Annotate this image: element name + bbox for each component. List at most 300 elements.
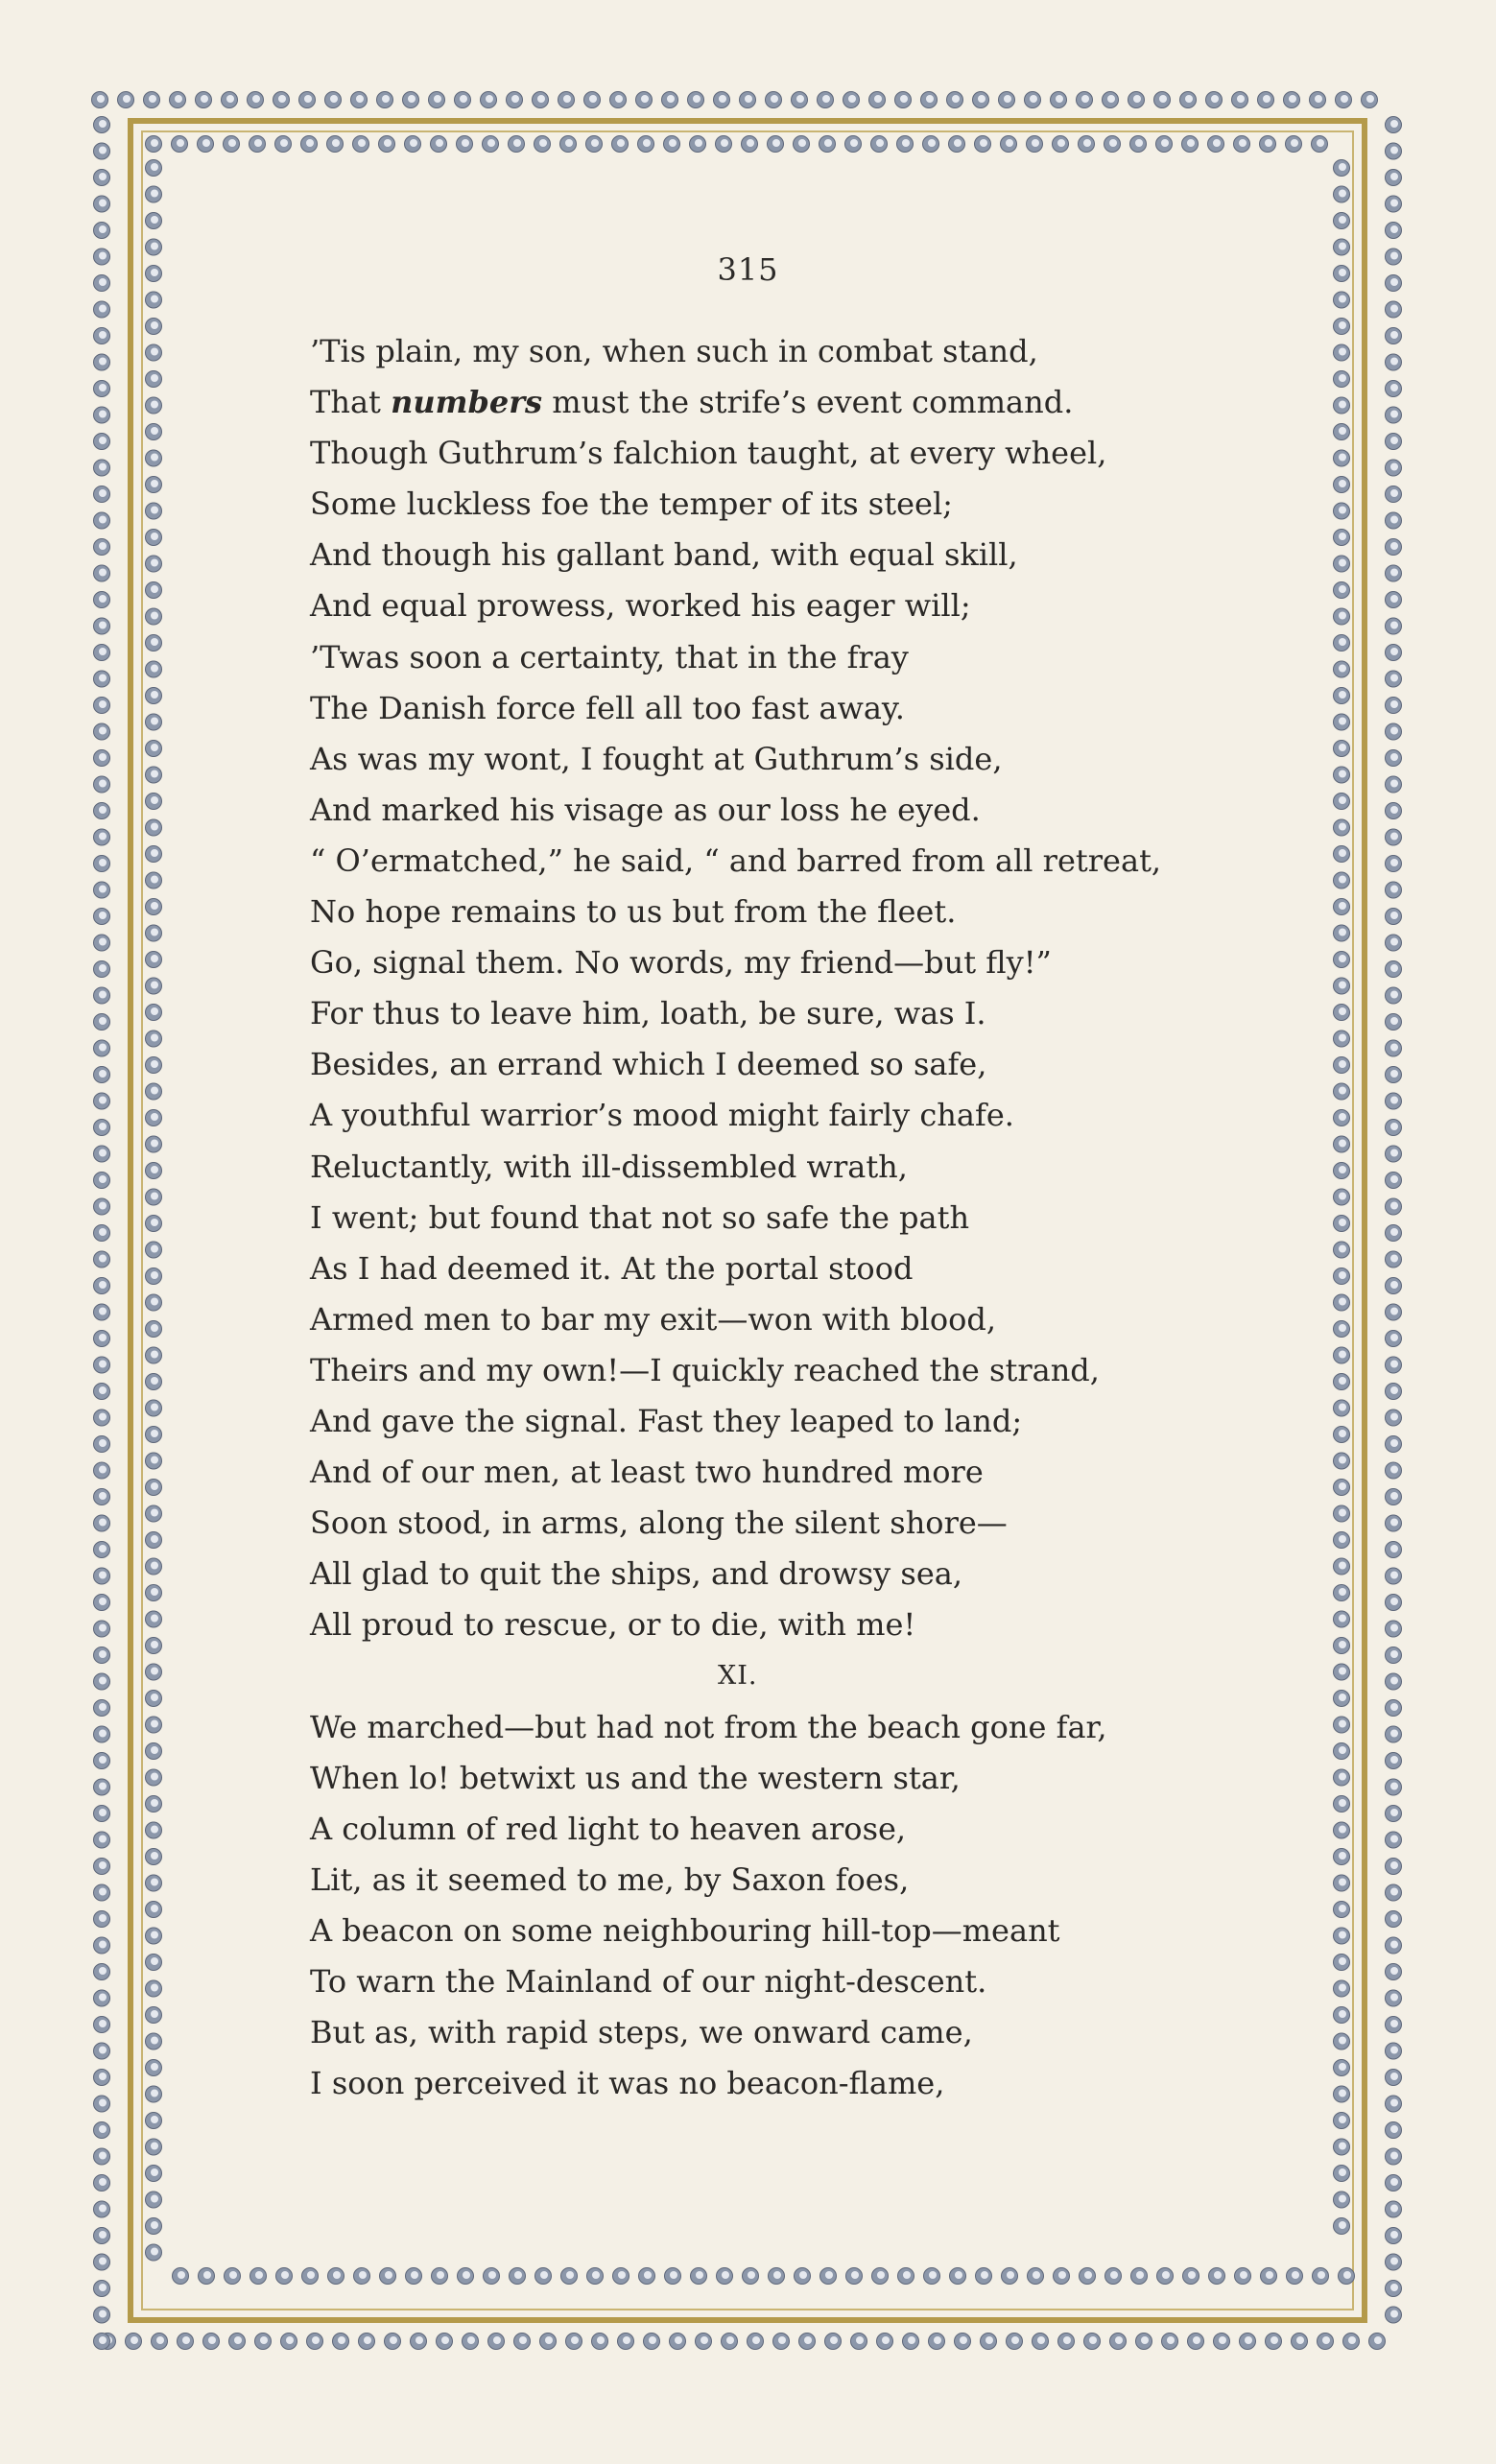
bead-ornament	[1386, 486, 1402, 503]
bead-ornament	[1209, 2268, 1225, 2285]
bead-ornament	[795, 2268, 811, 2285]
bead-ornament	[275, 136, 292, 153]
bead-ornament	[146, 661, 162, 677]
bead-ornament	[999, 92, 1015, 108]
bead-ornament	[1386, 1542, 1402, 1558]
bead-ornament	[94, 1067, 110, 1083]
bead-ornament	[1386, 2201, 1402, 2217]
bead-ornament	[146, 1849, 162, 1865]
poem-line: When lo! betwixt us and the western star,	[310, 1759, 961, 1796]
bead-ornament	[1334, 1321, 1350, 1338]
bead-ornament	[146, 1136, 162, 1152]
bead-ornament	[94, 1595, 110, 1611]
bead-ornament	[146, 794, 162, 810]
bead-ornament	[437, 2334, 453, 2350]
bead-ornament	[354, 2268, 370, 2285]
bead-ornament	[146, 1400, 162, 1416]
poem-line: And though his gallant band, with equal skill,	[310, 536, 1018, 574]
poem-line: Some luckless foe the temper of its steel;	[310, 486, 953, 523]
bead-ornament	[94, 1647, 110, 1664]
bead-ornament	[94, 301, 110, 318]
bead-ornament	[405, 136, 421, 153]
bead-ornament	[1334, 1347, 1350, 1363]
bead-ornament	[1084, 2334, 1101, 2350]
bead-ornament	[533, 92, 549, 108]
bead-ornament	[1206, 92, 1223, 108]
bead-ornament	[301, 136, 318, 153]
bead-ornament	[1027, 136, 1043, 153]
bead-ornament	[1334, 1955, 1350, 1971]
bead-ornament	[1386, 1251, 1402, 1268]
bead-ornament	[146, 741, 162, 757]
bead-ornament	[1386, 1700, 1402, 1717]
bead-ornament	[146, 2139, 162, 2155]
bead-ornament	[146, 556, 162, 572]
bead-ornament	[146, 1928, 162, 1944]
bead-ornament	[94, 1040, 110, 1056]
poem-line: ’Twas soon a certainty, that in the fray	[310, 638, 909, 675]
stanza-number: XI.	[718, 1661, 758, 1692]
bead-ornament	[94, 987, 110, 1004]
bead-ornament	[507, 92, 523, 108]
bead-ornament	[1313, 2268, 1329, 2285]
bead-ornament	[929, 2334, 945, 2350]
bead-ornament	[146, 1321, 162, 1338]
poem-line: A youthful warrior’s mood might fairly chafe.	[310, 1097, 1014, 1134]
bead-ornament	[1386, 1832, 1402, 1848]
bead-ornament	[1386, 223, 1402, 239]
bead-ornament	[1058, 2334, 1075, 2350]
bead-ornament	[1334, 2033, 1350, 2049]
bead-ornament	[94, 1436, 110, 1453]
bead-ornament	[484, 2268, 500, 2285]
bead-ornament	[196, 92, 212, 108]
bead-ornament	[1334, 688, 1350, 704]
bead-ornament	[1334, 477, 1350, 493]
bead-ornament	[146, 582, 162, 599]
bead-ornament	[1334, 1769, 1350, 1786]
bead-ornament	[307, 2334, 323, 2350]
bead-ornament	[1386, 1384, 1402, 1400]
bead-ornament	[146, 1796, 162, 1812]
bead-ornament	[94, 2017, 110, 2033]
bead-ornament	[636, 92, 653, 108]
stanza-before	[310, 326, 1289, 1650]
bead-ornament	[250, 2268, 267, 2285]
bead-ornament	[359, 2334, 375, 2350]
bead-ornament	[535, 2268, 552, 2285]
bead-ornament	[1386, 1990, 1402, 2006]
bead-ornament	[94, 1753, 110, 1769]
bead-ornament	[1182, 136, 1199, 153]
bead-ornament	[1110, 2334, 1127, 2350]
bead-ornament	[94, 1832, 110, 1848]
bead-ornament	[94, 434, 110, 450]
poem-line: And gave the signal. Fast they leaped to land;	[310, 1402, 1023, 1439]
bead-ornament	[146, 1189, 162, 1205]
bead-ornament	[1334, 1480, 1350, 1496]
poem-line: That numbers must the strife’s event command.	[310, 384, 1074, 421]
bead-ornament	[1208, 136, 1224, 153]
bead-ornament	[748, 2334, 764, 2350]
bead-ornament	[1312, 136, 1328, 153]
bead-ornament	[1334, 1638, 1350, 1654]
bead-ornament	[146, 2086, 162, 2102]
poem-line: To warn the Mainland of our night-descent.	[310, 1963, 987, 2000]
bead-ornament	[1386, 909, 1402, 925]
bead-ornament	[1362, 92, 1378, 108]
bead-ornament	[949, 136, 965, 153]
bead-ornament	[1334, 503, 1350, 519]
bead-ornament	[146, 1294, 162, 1311]
poem-line: Though Guthrum’s falchion taught, at every wheel,	[310, 435, 1107, 472]
bead-ornament	[825, 2334, 842, 2350]
bead-ornament	[845, 136, 862, 153]
bead-ornament	[1334, 397, 1350, 414]
bead-ornament	[877, 2334, 893, 2350]
bead-ornament	[1334, 1005, 1350, 1021]
bead-ornament	[146, 1955, 162, 1971]
bead-ornament	[94, 407, 110, 423]
bead-ornament	[1188, 2334, 1204, 2350]
bead-ornament	[94, 1278, 110, 1294]
bead-ornament	[1386, 117, 1402, 133]
bead-ornament	[1386, 2307, 1402, 2323]
bead-ornament	[203, 2334, 220, 2350]
bead-ornament	[794, 136, 810, 153]
bead-ornament	[1318, 2334, 1334, 2350]
bead-ornament	[94, 1120, 110, 1136]
bead-ornament	[1386, 512, 1402, 529]
bead-ornament	[94, 1384, 110, 1400]
bead-ornament	[146, 1374, 162, 1390]
poem-line: “ O’ermatched,” he said, “ and barred from all retreat,	[310, 841, 1162, 879]
bead-ornament	[146, 1031, 162, 1047]
bead-ornament	[566, 2334, 582, 2350]
poem-line: All glad to quit the ships, and drowsy sea,	[310, 1555, 963, 1593]
bead-ornament	[1386, 565, 1402, 581]
bead-ornament	[483, 136, 499, 153]
bead-ornament	[229, 2334, 246, 2350]
bead-ornament	[1080, 2268, 1096, 2285]
poem-line: All proud to rescue, or to die, with me!	[310, 1606, 916, 1644]
bead-ornament	[146, 1057, 162, 1074]
bead-ornament	[1292, 2334, 1308, 2350]
bead-ornament	[1386, 407, 1402, 423]
bead-ornament	[1386, 1014, 1402, 1031]
bead-ornament	[1386, 803, 1402, 819]
poem-line: Reluctantly, with ill-dissembled wrath,	[310, 1148, 908, 1185]
bead-ornament	[1183, 2268, 1199, 2285]
bead-ornament	[1386, 460, 1402, 476]
bead-ornament	[1386, 856, 1402, 872]
bead-ornament	[94, 539, 110, 556]
bead-ornament	[146, 1242, 162, 1258]
bead-ornament	[1386, 328, 1402, 344]
bead-ornament	[302, 2268, 319, 2285]
bead-ornament	[379, 136, 395, 153]
bead-ornament	[1386, 2148, 1402, 2165]
bead-ornament	[146, 213, 162, 229]
bead-ornament	[869, 92, 886, 108]
bead-ornament	[662, 92, 678, 108]
bead-ornament	[94, 1673, 110, 1690]
bead-ornament	[1154, 92, 1171, 108]
bead-ornament	[1334, 1505, 1350, 1522]
bead-ornament	[1232, 92, 1248, 108]
bead-ornament	[947, 92, 963, 108]
bead-ornament	[94, 1859, 110, 1875]
bead-ornament	[411, 2334, 427, 2350]
bead-ornament	[1386, 539, 1402, 556]
emphasized-word: numbers	[391, 384, 543, 421]
bead-ornament	[1386, 1884, 1402, 1901]
bead-ornament	[94, 1990, 110, 2006]
bead-ornament	[146, 450, 162, 466]
bead-ornament	[353, 136, 369, 153]
bead-ornament	[644, 2334, 660, 2350]
bead-ornament	[1386, 935, 1402, 951]
bead-ornament	[1334, 2113, 1350, 2129]
bead-ornament	[587, 2268, 604, 2285]
bead-ornament	[1334, 1902, 1350, 1918]
bead-ornament	[766, 92, 782, 108]
bead-ornament	[1131, 2268, 1148, 2285]
bead-ornament	[146, 186, 162, 202]
bead-ornament	[94, 2307, 110, 2323]
bead-ornament	[1386, 2017, 1402, 2033]
bead-ornament	[1334, 1374, 1350, 1390]
bead-ornament	[792, 92, 808, 108]
bead-ornament	[146, 1005, 162, 1021]
bead-ornament	[1386, 1937, 1402, 1954]
bead-ornament	[403, 92, 419, 108]
bead-ornament	[170, 92, 186, 108]
bead-ornament	[94, 1251, 110, 1268]
bead-ornament	[94, 1937, 110, 1954]
bead-ornament	[1386, 1911, 1402, 1928]
bead-ornament	[1386, 1673, 1402, 1690]
bead-ornament	[509, 136, 525, 153]
bead-ornament	[1334, 1611, 1350, 1627]
bead-ornament	[560, 136, 577, 153]
poem-line: But as, with rapid steps, we onward came,	[310, 2014, 973, 2051]
bead-ornament	[1386, 1146, 1402, 1162]
bead-ornament	[1334, 2192, 1350, 2208]
bead-ornament	[94, 909, 110, 925]
bead-ornament	[1334, 160, 1350, 177]
bead-ornament	[1240, 2334, 1256, 2350]
bead-ornament	[1334, 1136, 1350, 1152]
bead-ornament	[1334, 1875, 1350, 1891]
bead-ornament	[1386, 354, 1402, 370]
bead-ornament	[94, 1014, 110, 1031]
poem-line: Armed men to bar my exit—won with blood,	[310, 1300, 997, 1338]
bead-ornament	[1386, 1093, 1402, 1109]
bead-ornament	[1334, 1796, 1350, 1812]
bead-ornament	[146, 1083, 162, 1100]
bead-ornament	[281, 2334, 297, 2350]
bead-ornament	[1386, 1410, 1402, 1426]
bead-ornament	[1334, 978, 1350, 994]
bead-ornament	[1386, 1173, 1402, 1189]
bead-ornament	[716, 136, 732, 153]
bead-ornament	[1386, 1198, 1402, 1215]
bead-ornament	[94, 196, 110, 212]
bead-ornament	[1386, 882, 1402, 898]
bead-ornament	[1334, 371, 1350, 388]
bead-ornament	[1051, 92, 1067, 108]
bead-ornament	[94, 2281, 110, 2297]
bead-ornament	[118, 92, 134, 108]
bead-ornament	[1334, 1189, 1350, 1205]
bead-ornament	[584, 92, 601, 108]
bead-ornament	[94, 2148, 110, 2165]
poem-line: Go, signal them. No words, my friend—but fly!”	[310, 944, 1052, 982]
bead-ornament	[94, 2254, 110, 2270]
bead-ornament	[664, 136, 680, 153]
bead-ornament	[1386, 196, 1402, 212]
bead-ornament	[406, 2268, 422, 2285]
bead-ornament	[871, 136, 888, 153]
bead-ornament	[94, 1331, 110, 1347]
bead-ornament	[94, 698, 110, 714]
bead-ornament	[1334, 213, 1350, 229]
bead-ornament	[1386, 2096, 1402, 2112]
bead-ornament	[1105, 2268, 1122, 2285]
bead-ornament	[1386, 829, 1402, 845]
bead-ornament	[224, 136, 240, 153]
bead-ornament	[558, 92, 575, 108]
bead-ornament	[146, 1347, 162, 1363]
bead-ornament	[94, 750, 110, 767]
bead-ornament	[351, 92, 368, 108]
bead-ornament	[146, 2244, 162, 2261]
bead-ornament	[895, 92, 912, 108]
bead-ornament	[1334, 1928, 1350, 1944]
bead-ornament	[722, 2334, 738, 2350]
poem-line: And equal prowess, worked his eager will;	[310, 587, 971, 625]
bead-ornament	[146, 2033, 162, 2049]
bead-ornament	[146, 2007, 162, 2024]
bead-ornament	[1334, 608, 1350, 625]
bead-ornament	[1002, 2268, 1018, 2285]
poem-line: A column of red light to heaven arose,	[310, 1810, 907, 1847]
bead-ornament	[1258, 92, 1274, 108]
bead-ornament	[1386, 1515, 1402, 1531]
bead-ornament	[1334, 530, 1350, 546]
bead-ornament	[514, 2334, 531, 2350]
bead-ornament	[1334, 767, 1350, 783]
bead-ornament	[225, 2268, 241, 2285]
bead-ornament	[1053, 136, 1069, 153]
bead-ornament	[1386, 2254, 1402, 2270]
bead-ornament	[1386, 1859, 1402, 1875]
poem-line: We marched—but had not from the beach gone far,	[310, 1708, 1107, 1745]
bead-ornament	[94, 1700, 110, 1717]
bead-ornament	[94, 856, 110, 872]
bead-ornament	[950, 2268, 966, 2285]
bead-ornament	[146, 477, 162, 493]
bead-ornament	[199, 2268, 215, 2285]
bead-ornament	[146, 1822, 162, 1838]
bead-ornament	[1310, 92, 1326, 108]
bead-ornament	[1386, 1304, 1402, 1320]
bead-ornament	[740, 92, 756, 108]
bead-ornament	[1334, 794, 1350, 810]
bead-ornament	[1386, 1120, 1402, 1136]
bead-ornament	[255, 2334, 272, 2350]
bead-ornament	[94, 1515, 110, 1531]
bead-ornament	[769, 2268, 785, 2285]
bead-ornament	[429, 92, 445, 108]
bead-ornament	[1386, 1067, 1402, 1083]
bead-ornament	[249, 136, 266, 153]
bead-ornament	[1386, 170, 1402, 186]
bead-ornament	[1334, 661, 1350, 677]
bead-ornament	[94, 170, 110, 186]
bead-ornament	[172, 136, 188, 153]
bead-ornament	[1386, 2122, 1402, 2139]
bead-ornament	[146, 899, 162, 915]
bead-ornament	[276, 2268, 293, 2285]
bead-ornament	[1054, 2268, 1070, 2285]
bead-ornament	[1334, 1453, 1350, 1469]
bead-ornament	[94, 1410, 110, 1426]
bead-ornament	[146, 1717, 162, 1733]
bead-ornament	[1007, 2334, 1023, 2350]
bead-ornament	[146, 1638, 162, 1654]
bead-ornament	[431, 136, 447, 153]
bead-ornament	[173, 2268, 189, 2285]
bead-ornament	[1334, 2060, 1350, 2076]
bead-ornament	[1334, 741, 1350, 757]
bead-ornament	[455, 92, 471, 108]
bead-ornament	[146, 2218, 162, 2235]
bead-ornament	[586, 136, 603, 153]
bead-ornament	[1386, 1278, 1402, 1294]
bead-ornament	[1386, 1040, 1402, 1056]
bead-ornament	[299, 92, 316, 108]
bead-ornament	[955, 2334, 971, 2350]
bead-ornament	[94, 2334, 110, 2350]
bead-ornament	[638, 136, 654, 153]
bead-ornament	[94, 935, 110, 951]
bead-ornament	[973, 92, 989, 108]
bead-ornament	[146, 1268, 162, 1285]
bead-ornament	[94, 1093, 110, 1109]
bead-ornament	[146, 1611, 162, 1627]
bead-ornament	[1128, 92, 1145, 108]
bead-ornament	[432, 2268, 448, 2285]
bead-ornament	[818, 92, 834, 108]
bead-ornament	[1386, 1462, 1402, 1479]
bead-ornament	[94, 723, 110, 740]
bead-ornament	[691, 2268, 707, 2285]
bead-ornament	[94, 618, 110, 634]
bead-ornament	[1334, 819, 1350, 836]
bead-ornament	[1386, 1806, 1402, 1822]
bead-ornament	[924, 2268, 940, 2285]
bead-ornament	[94, 512, 110, 529]
bead-ornament	[846, 2268, 863, 2285]
bead-ornament	[273, 92, 290, 108]
bead-ornament	[1386, 592, 1402, 608]
bead-ornament	[94, 592, 110, 608]
bead-ornament	[1386, 143, 1402, 159]
bead-ornament	[146, 1427, 162, 1443]
bead-ornament	[1386, 776, 1402, 793]
